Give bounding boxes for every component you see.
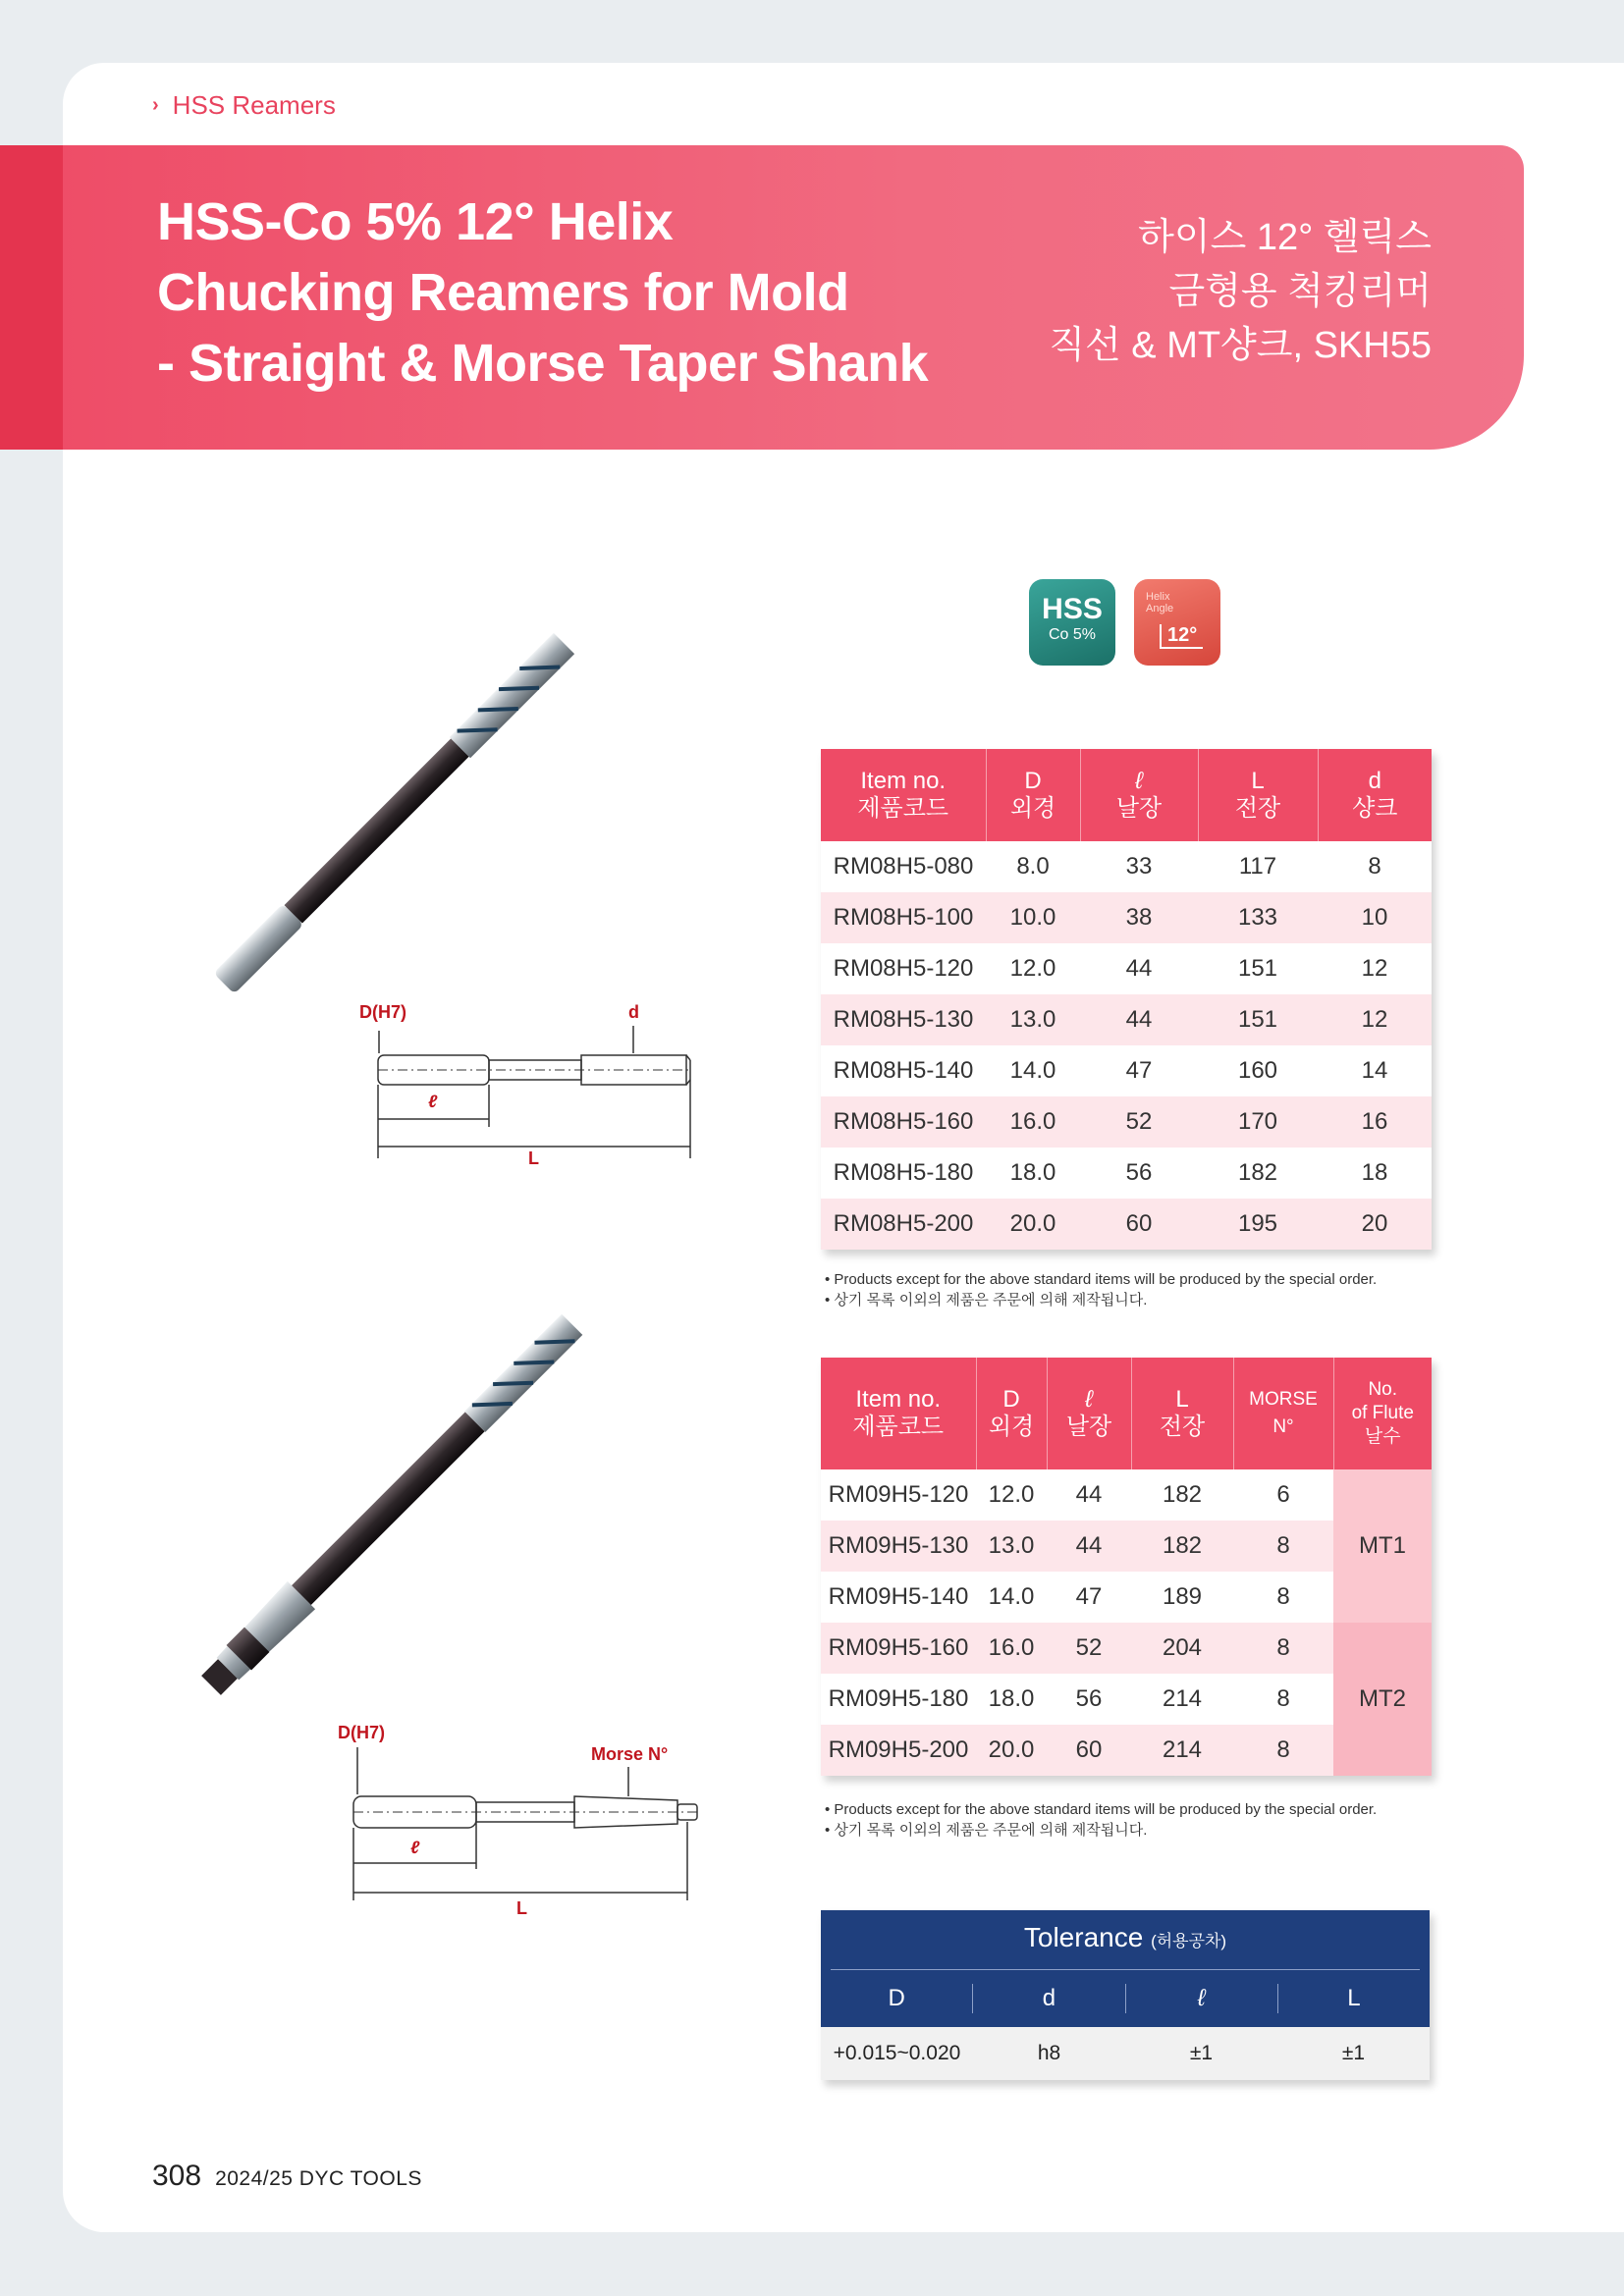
morse-taper-spec-table — [821, 1358, 1432, 1776]
table-cell: RM08H5-130 — [821, 994, 986, 1045]
morse-group-mt2: MT2 — [1333, 1623, 1432, 1776]
header-text: 날장 — [1065, 1414, 1112, 1440]
table-cell: 44 — [1080, 943, 1198, 994]
col-header — [976, 1358, 1047, 1469]
table-cell: 60 — [1047, 1725, 1131, 1776]
table-cell: 44 — [1080, 994, 1198, 1045]
header-text: 날장 — [1115, 795, 1163, 822]
table-cell: RM08H5-080 — [821, 841, 986, 892]
title-line: - Straight & Morse Taper Shank — [157, 334, 929, 393]
table-cell: 14 — [1318, 1045, 1432, 1096]
table-cell: 151 — [1198, 943, 1318, 994]
overall-length-label: L — [516, 1898, 527, 1918]
title-ko-line: 금형용 척킹리머 — [1168, 271, 1432, 312]
table-cell: 189 — [1131, 1572, 1233, 1623]
table-row — [821, 1045, 1432, 1096]
table-cell: 14.0 — [976, 1572, 1047, 1623]
col-header: d — [973, 1984, 1125, 2013]
morse-taper-reamer-image — [197, 1310, 586, 1699]
tolerance-title-ko: (허용공차) — [1151, 1932, 1227, 1950]
header-text: ℓ — [1085, 1386, 1093, 1413]
diameter-label: D(H7) — [338, 1723, 385, 1742]
table-cell: 8 — [1233, 1725, 1333, 1776]
badge-main: HSS — [1042, 593, 1103, 625]
table-cell: 38 — [1080, 892, 1198, 943]
table-cell: RM08H5-140 — [821, 1045, 986, 1096]
header-text: 외경 — [1009, 795, 1056, 822]
helix-label: Helix — [1146, 591, 1170, 603]
note-en: • Products except for the above standard items will be produced by the special order. — [825, 1271, 1378, 1288]
table-row — [821, 1623, 1432, 1674]
title-line: Chucking Reamers for Mold — [157, 263, 849, 322]
table-cell: 10 — [1318, 892, 1432, 943]
table-cell: 8.0 — [986, 841, 1080, 892]
shank-diameter-label: d — [628, 1002, 639, 1022]
straight-shank-reamer-image — [213, 633, 574, 994]
table-cell: RM09H5-130 — [821, 1521, 976, 1572]
col-header: D — [821, 1984, 973, 2013]
header-text: 전장 — [1159, 1414, 1206, 1440]
table-cell: 16.0 — [986, 1096, 1080, 1148]
col-header: ℓ — [1126, 1984, 1278, 2013]
table2-note — [825, 1799, 1377, 1841]
table-cell: 133 — [1198, 892, 1318, 943]
header-text: of Flute — [1351, 1403, 1414, 1423]
tolerance-header — [821, 1910, 1430, 2027]
table-cell: 214 — [1131, 1674, 1233, 1725]
overall-length-label: L — [528, 1148, 539, 1168]
col-header — [1233, 1358, 1333, 1469]
tolerance-value: ±1 — [1189, 2042, 1214, 2064]
table-cell: 182 — [1131, 1521, 1233, 1572]
table-cell: RM09H5-200 — [821, 1725, 976, 1776]
header-text: 날수 — [1364, 1426, 1401, 1447]
header-text: Item no. — [860, 768, 947, 794]
tolerance-values — [821, 2027, 1430, 2080]
note-ko: • 상기 목록 이외의 제품은 주문에 의해 제작됩니다. — [825, 1822, 1148, 1839]
col-header — [821, 749, 986, 841]
header-text: 외경 — [988, 1414, 1035, 1440]
table-row — [821, 1199, 1432, 1250]
diameter-label: D(H7) — [359, 1002, 406, 1022]
table-cell: 44 — [1047, 1469, 1131, 1521]
header-text: ℓ — [1135, 768, 1143, 794]
title-line: HSS-Co 5% 12° Helix — [157, 192, 674, 251]
table-cell: 12.0 — [986, 943, 1080, 994]
table-cell: 20.0 — [986, 1199, 1080, 1250]
table-cell: 47 — [1047, 1572, 1131, 1623]
flute-length-label: ℓ — [410, 1838, 420, 1857]
header-text: N° — [1272, 1416, 1294, 1437]
flute-length-label: ℓ — [428, 1092, 438, 1111]
col-header — [1131, 1358, 1233, 1469]
col-header — [821, 1358, 976, 1469]
table-cell: 8 — [1318, 841, 1432, 892]
page-footer — [152, 2160, 422, 2193]
tolerance-value: h8 — [1037, 2042, 1061, 2064]
table-cell: 12 — [1318, 994, 1432, 1045]
table-header — [821, 749, 1432, 841]
table-cell: 117 — [1198, 841, 1318, 892]
table-cell: 214 — [1131, 1725, 1233, 1776]
table-row — [821, 892, 1432, 943]
table-cell: RM09H5-140 — [821, 1572, 976, 1623]
table-cell: RM09H5-160 — [821, 1623, 976, 1674]
table-cell: 13.0 — [986, 994, 1080, 1045]
table-cell: 20 — [1318, 1199, 1432, 1250]
title-ko-line: 직선 & MT샹크, SKH55 — [1049, 325, 1432, 366]
note-ko: • 상기 목록 이외의 제품은 주문에 의해 제작됩니다. — [825, 1292, 1148, 1308]
header-text: MORSE — [1249, 1389, 1318, 1410]
table-cell: 16.0 — [976, 1623, 1047, 1674]
header-text: d — [1368, 768, 1381, 794]
morse-number-label: Morse N° — [591, 1744, 669, 1764]
table-cell: 12 — [1318, 943, 1432, 994]
table-cell: RM08H5-120 — [821, 943, 986, 994]
table-cell: 52 — [1047, 1623, 1131, 1674]
table-cell: 56 — [1080, 1148, 1198, 1199]
table-cell: 151 — [1198, 994, 1318, 1045]
table-cell: 56 — [1047, 1674, 1131, 1725]
table-cell: 16 — [1318, 1096, 1432, 1148]
table-cell: 52 — [1080, 1096, 1198, 1148]
col-header: L — [1347, 1985, 1361, 2011]
table-cell: RM08H5-180 — [821, 1148, 986, 1199]
table-cell: 13.0 — [976, 1521, 1047, 1572]
table-row — [821, 994, 1432, 1045]
breadcrumb-label: HSS Reamers — [172, 90, 336, 120]
table-cell: 20.0 — [976, 1725, 1047, 1776]
badge-sub: Co 5% — [1048, 626, 1097, 643]
table1-note — [825, 1269, 1377, 1310]
page-number: 308 — [152, 2160, 202, 2192]
col-header — [1333, 1358, 1432, 1469]
table-cell: 195 — [1198, 1199, 1318, 1250]
table-cell: 33 — [1080, 841, 1198, 892]
table-cell: 8 — [1233, 1623, 1333, 1674]
header-text: D — [1002, 1386, 1020, 1413]
table-cell: 8 — [1233, 1674, 1333, 1725]
table-cell: RM08H5-160 — [821, 1096, 986, 1148]
tolerance-title-en: Tolerance — [1023, 1922, 1144, 1952]
table-cell: 182 — [1198, 1148, 1318, 1199]
col-header — [1080, 749, 1198, 841]
table-cell: 18.0 — [986, 1148, 1080, 1199]
table-cell: RM09H5-120 — [821, 1469, 976, 1521]
table-cell: RM08H5-200 — [821, 1199, 986, 1250]
table-cell: 12.0 — [976, 1469, 1047, 1521]
col-header — [986, 749, 1080, 841]
table-row — [821, 841, 1432, 892]
table-cell: 8 — [1233, 1521, 1333, 1572]
header-text: D — [1024, 768, 1042, 794]
table-cell: 204 — [1131, 1623, 1233, 1674]
straight-shank-drawing — [378, 1026, 690, 1158]
angle-label: Angle — [1146, 603, 1174, 614]
title-ko-line: 하이스 12° 헬릭스 — [1138, 217, 1432, 258]
table-cell: 10.0 — [986, 892, 1080, 943]
table-row — [821, 1469, 1432, 1521]
table-cell: 14.0 — [986, 1045, 1080, 1096]
table-row — [821, 1148, 1432, 1199]
header-text: 제품코드 — [857, 795, 949, 822]
header-text: L — [1251, 768, 1265, 794]
header-text: No. — [1368, 1379, 1398, 1400]
table-cell: 44 — [1047, 1521, 1131, 1572]
table-row — [821, 943, 1432, 994]
table-cell: 6 — [1233, 1469, 1333, 1521]
col-header — [1198, 749, 1318, 841]
table-cell: 60 — [1080, 1199, 1198, 1250]
tolerance-value: +0.015~0.020 — [833, 2042, 961, 2064]
table-cell: 8 — [1233, 1572, 1333, 1623]
table-header — [821, 1358, 1432, 1469]
note-en: • Products except for the above standard items will be produced by the special order. — [825, 1801, 1378, 1818]
tolerance-title — [831, 1910, 1420, 1970]
table-cell: 160 — [1198, 1045, 1318, 1096]
header-text: 샹크 — [1352, 795, 1398, 822]
col-header — [1047, 1358, 1131, 1469]
header-text: 전장 — [1234, 795, 1281, 822]
table-cell: 170 — [1198, 1096, 1318, 1148]
tolerance-table — [821, 1910, 1430, 2080]
morse-taper-drawing — [353, 1747, 699, 1900]
table-cell: 47 — [1080, 1045, 1198, 1096]
header-text: 제품코드 — [852, 1414, 945, 1440]
header-text: Item no. — [855, 1386, 942, 1413]
table-cell: 18.0 — [976, 1674, 1047, 1725]
table-cell: RM09H5-180 — [821, 1674, 976, 1725]
table-cell: RM08H5-100 — [821, 892, 986, 943]
table-cell: 18 — [1318, 1148, 1432, 1199]
header-text: L — [1175, 1386, 1189, 1413]
chevron-right-icon: › — [152, 94, 159, 116]
morse-group-mt1: MT1 — [1333, 1469, 1432, 1623]
straight-shank-spec-table — [821, 749, 1432, 1250]
table-cell: 182 — [1131, 1469, 1233, 1521]
tolerance-value: ±1 — [1341, 2042, 1366, 2064]
col-header — [1318, 749, 1432, 841]
catalog-name: 2024/25 DYC TOOLS — [215, 2167, 422, 2190]
table-row — [821, 1096, 1432, 1148]
helix-value: 12° — [1160, 624, 1203, 649]
tolerance-columns — [821, 1970, 1430, 2027]
